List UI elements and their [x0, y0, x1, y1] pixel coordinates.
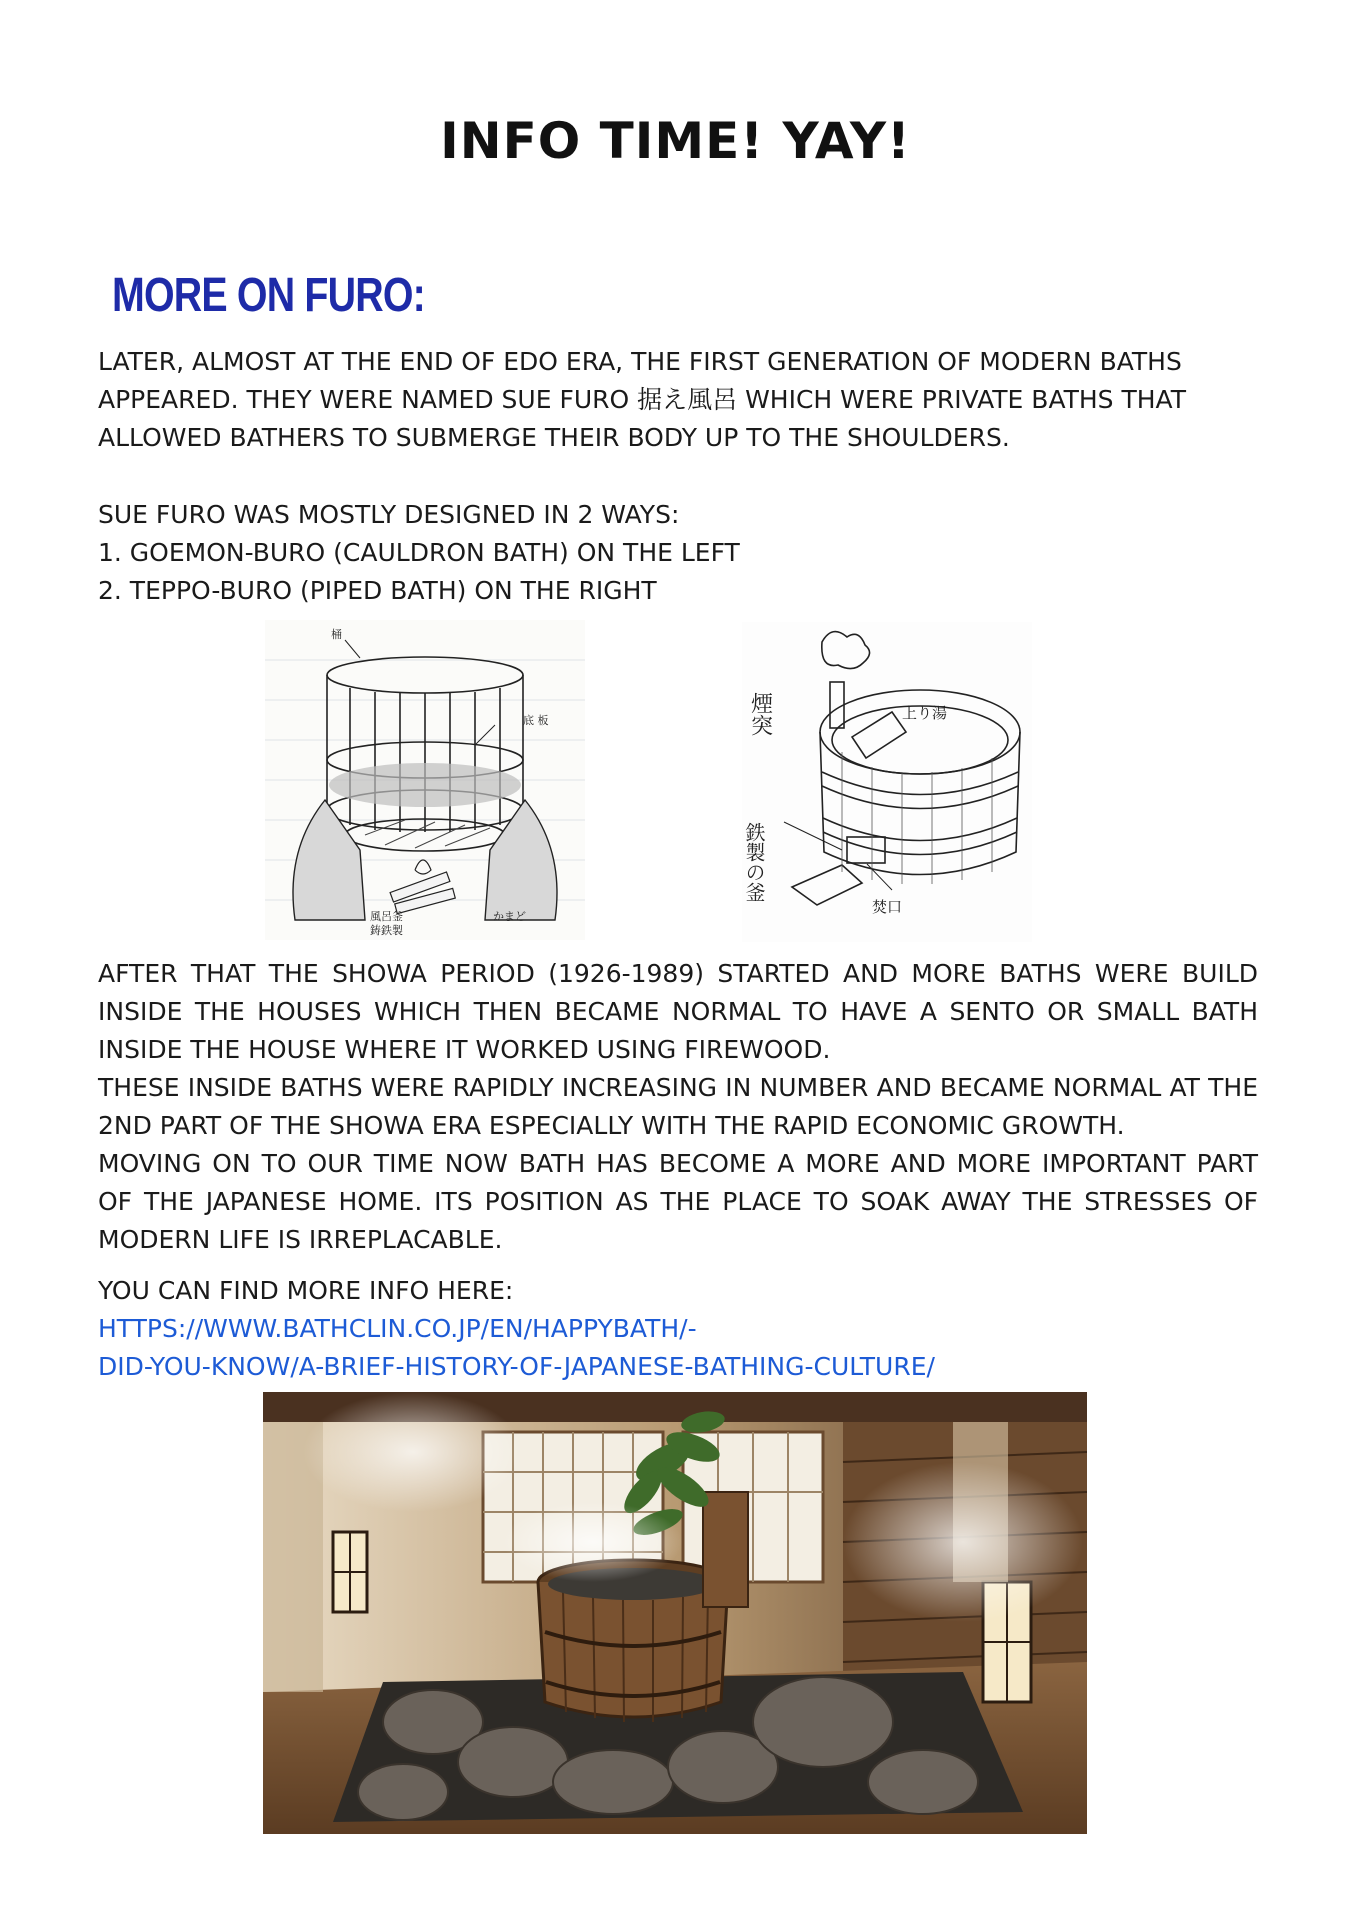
teppo-buro-diagram: [742, 622, 1032, 942]
teppo-buro-drawing: [742, 622, 1032, 942]
bathroom-photo: [263, 1392, 1087, 1834]
bathroom-illustration: [263, 1392, 1087, 1834]
reference-link[interactable]: HTTPS://WWW.BATHCLIN.CO.JP/EN/HAPPYBATH/-: [98, 1314, 697, 1343]
list-item: 2. TEPPO-BURO (PIPED BATH) ON THE RIGHT: [98, 576, 657, 605]
page-title: INFO TIME! YAY!: [440, 112, 911, 170]
showa-text: MOVING ON TO OUR TIME NOW BATH HAS BECOME A MORE AND MORE IMPORTANT PART OF THE JAPANESE HOME. ITS POSITION AS THE PLACE TO SOAK AWAY THE STRESSES OF MODERN LIFE IS IRREPLACABLE.: [98, 1149, 1258, 1254]
ways-list: [98, 496, 1258, 610]
showa-text: THESE INSIDE BATHS WERE RAPIDLY INCREASING IN NUMBER AND BECAME NORMAL AT THE 2ND PART OF THE SHOWA ERA ESPECIALLY WITH THE RAPID ECONOMIC GROWTH.: [98, 1073, 1258, 1140]
goemon-label-bottom-1: 風呂釜: [370, 910, 403, 923]
intro-paragraph: [98, 343, 1258, 457]
section-heading: MORE ON FURO:: [112, 269, 425, 322]
more-info-label: YOU CAN FIND MORE INFO HERE:: [98, 1276, 514, 1305]
intro-line: LATER, ALMOST AT THE END OF EDO ERA, THE FIRST GENERATION OF MODERN BATHS: [98, 347, 1182, 376]
teppo-label-chimney: 煙突: [747, 692, 773, 736]
intro-line: APPEARED. THEY WERE NAMED SUE FURO 据え風呂 WHICH WERE PRIVATE BATHS THAT: [98, 385, 1186, 414]
more-info-block: [98, 1272, 1258, 1386]
teppo-label-mouth: 焚口: [872, 898, 903, 916]
list-item: 1. GOEMON-BURO (CAULDRON BATH) ON THE LEFT: [98, 538, 740, 567]
goemon-label-top: 桶: [331, 628, 342, 641]
showa-text: AFTER THAT THE SHOWA PERIOD (1926-1989) STARTED AND MORE BATHS WERE BUILD INSIDE THE HOUSES WHICH THEN BECAME NORMAL TO HAVE A SENTO OR SMALL BATH INSIDE THE HOUSE WHERE IT WORKED USING FIREWOOD.: [98, 959, 1258, 1064]
goemon-buro-diagram: [265, 620, 585, 940]
goemon-buro-drawing: [265, 620, 585, 940]
reference-link[interactable]: DID-YOU-KNOW/A-BRIEF-HISTORY-OF-JAPANESE-BATHING-CULTURE/: [98, 1352, 935, 1381]
intro-line: ALLOWED BATHERS TO SUBMERGE THEIR BODY UP TO THE SHOULDERS.: [98, 423, 1010, 452]
goemon-label-bottom-2: 鋳鉄製: [370, 924, 403, 937]
teppo-label-iron-kettle: 鉄製の釜: [742, 822, 766, 902]
teppo-label-hot-water: 上り湯: [902, 704, 948, 722]
goemon-label-side: 底 板: [523, 714, 549, 727]
goemon-label-right: かまど: [493, 910, 526, 923]
ways-intro: SUE FURO WAS MOSTLY DESIGNED IN 2 WAYS:: [98, 500, 680, 529]
showa-paragraph: [98, 955, 1258, 1259]
